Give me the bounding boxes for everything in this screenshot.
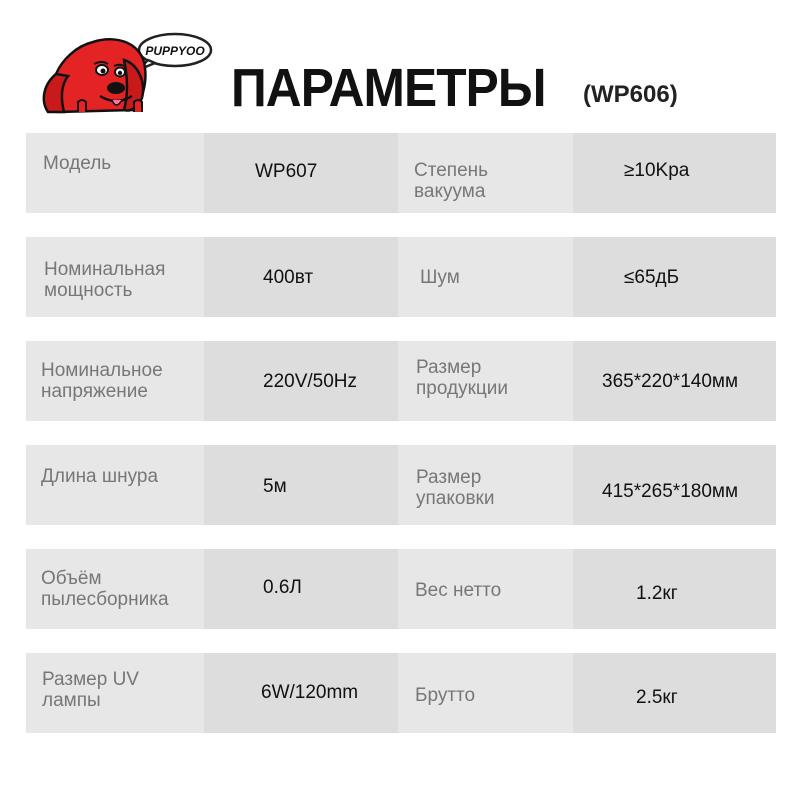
spec-value-cell (573, 341, 776, 421)
spec-label: Номинальная мощность (44, 259, 166, 301)
spec-row (26, 549, 776, 629)
header (0, 0, 800, 130)
spec-label: Шум (420, 267, 460, 288)
spec-label: Вес нетто (415, 580, 502, 601)
spec-label: Размер продукции (416, 357, 509, 399)
spec-value: 6W/120mm (261, 682, 359, 703)
spec-row (26, 237, 776, 317)
page-title: ПАРАМЕТРЫ (231, 58, 546, 118)
spec-label-cell (398, 549, 573, 629)
spec-label-cell (26, 133, 204, 213)
spec-value: 220V/50Hz (263, 371, 358, 392)
spec-value: ≥10Kpa (624, 160, 690, 181)
spec-table (26, 133, 776, 757)
spec-value-cell (204, 653, 398, 733)
spec-label-cell (26, 445, 204, 525)
spec-value-cell (204, 237, 398, 317)
spec-label: Брутто (415, 685, 476, 706)
spec-label: Номинальное напряжение (41, 360, 163, 402)
spec-row (26, 133, 776, 213)
spec-value: ≤65дБ (624, 267, 680, 288)
spec-value: 365*220*140мм (602, 371, 739, 392)
spec-value-cell (573, 445, 776, 525)
spec-label: Длина шнура (41, 466, 159, 487)
spec-value-cell (204, 549, 398, 629)
spec-row (26, 653, 776, 733)
spec-value-cell (204, 133, 398, 213)
spec-row (26, 445, 776, 525)
spec-value-cell (573, 133, 776, 213)
spec-value-cell (204, 341, 398, 421)
spec-label-cell (26, 237, 204, 317)
spec-label: Модель (43, 153, 112, 174)
spec-label: Размер упаковки (416, 467, 495, 509)
spec-label-cell (398, 341, 573, 421)
spec-label: Размер UV лампы (42, 669, 139, 711)
model-subtitle: (WP606) (583, 81, 678, 108)
puppyoo-dog-logo (38, 30, 218, 118)
spec-row (26, 341, 776, 421)
spec-value-cell (573, 549, 776, 629)
spec-label-cell (26, 549, 204, 629)
spec-label: Степень вакуума (414, 160, 489, 202)
spec-value: 5м (263, 476, 287, 497)
spec-label-cell (398, 133, 573, 213)
spec-value-cell (573, 653, 776, 733)
spec-value: WP607 (255, 161, 318, 182)
spec-label-cell (26, 341, 204, 421)
spec-label-cell (398, 237, 573, 317)
spec-value: 0.6Л (263, 577, 302, 598)
spec-value-cell (573, 237, 776, 317)
spec-value: 2.5кг (636, 687, 678, 708)
spec-label-cell (398, 445, 573, 525)
spec-label-cell (26, 653, 204, 733)
logo-brand-text: PUPPYOO (145, 44, 205, 58)
spec-value: 400вт (263, 267, 314, 288)
spec-label: Объём пылесборника (41, 568, 169, 610)
spec-value: 1.2кг (636, 583, 678, 604)
spec-value-cell (204, 445, 398, 525)
spec-value: 415*265*180мм (602, 481, 739, 502)
spec-label-cell (398, 653, 573, 733)
